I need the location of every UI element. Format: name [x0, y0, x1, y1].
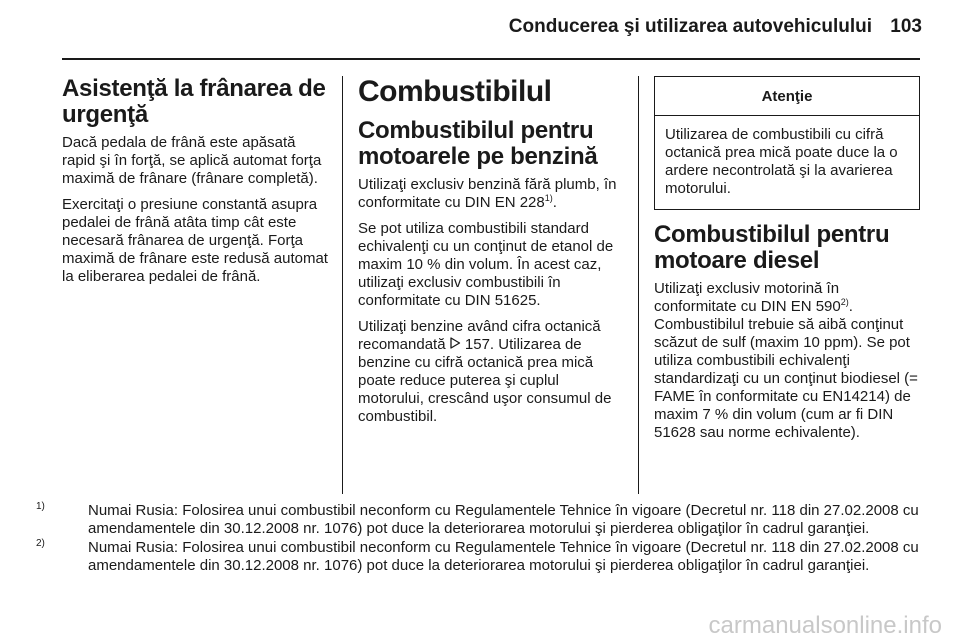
paragraph: Utilizaţi exclusiv benzină fără plumb, în conformitate cu DIN EN 228$^{1)}$. [358, 176, 617, 211]
paragraph: Exercitaţi o presiune constantă asupra pedalei de frână atâta timp cât este necesară frânarea de urgenţă. Forţa maximă de frânare este redusă automat la eliberarea pedalei de frână. [62, 196, 328, 285]
page-reference-arrow-icon[interactable] [450, 336, 461, 354]
warning-box [654, 76, 920, 210]
column-fuel [358, 76, 624, 426]
paragraph: Utilizaţi benzine având cifra octanică recomandată 157. Utilizarea de benzine cu cifră octanică prea mică poate reduce puterea şi cuplul motorului, crescând uşor consumul de combustibil. [358, 318, 612, 425]
section-heading: Combustibilul pentru motoarele pe benzină [358, 117, 598, 170]
running-header [0, 14, 960, 44]
footnote [36, 502, 920, 538]
column-divider [342, 76, 343, 494]
footnote-ref[interactable]: 1) [544, 193, 553, 203]
column-diesel [654, 76, 922, 442]
watermark: carmanualsonline.info [708, 612, 942, 639]
section-heading: Combustibilul pentru motoare diesel [654, 221, 890, 274]
footnote-text: Numai Rusia: Folosirea unui combustibil neconform cu Regulamentele Tehnice în vigoare (Decretul nr. 118 din 27.02.2008 cu amendamentele din 30.12.2008 nr. 1076) pot duce la deteriorarea motorului şi pierderea obligaţilor în cadrul garanţiei. [88, 539, 919, 574]
warning-text: Utilizarea de combustibili cu cifră octanică prea mică poate duce la o ardere necontrolată şi la avarierea motorului. [665, 126, 898, 197]
page-number: 103 [890, 16, 922, 37]
chapter-heading: Combustibilul [358, 75, 552, 108]
column-divider [638, 76, 639, 494]
paragraph: Dacă pedala de frână este apăsată rapid şi în forţă, se aplică automat forţa maximă de frânare (frânare completă). [62, 134, 322, 187]
warning-title: Atenţie [655, 77, 919, 116]
footnote [36, 539, 920, 575]
paragraph: Se pot utiliza combustibili standard echivalenţi cu un conţinut de etanol de maxim 10 % din volum. În acest caz, utilizaţi exclusiv combustibili în conformitate cu DIN 51625. [358, 220, 614, 309]
section-heading: Asistenţă la frânarea de urgenţă [62, 75, 326, 128]
chapter-title: Conducerea şi utilizarea autovehiculului [508, 16, 872, 37]
footnote-text: Numai Rusia: Folosirea unui combustibil neconform cu Regulamentele Tehnice în vigoare (Decretul nr. 118 din 27.02.2008 cu amendamentele din 30.12.2008 nr. 1076) pot duce la deteriorarea motorului şi pierderea obligaţilor în cadrul garanţiei. [88, 502, 919, 537]
paragraph: Utilizaţi exclusiv motorină în conformitate cu DIN EN 590$^{2)}$. Combustibilul trebuie să aibă conţinut scăzut de sulf (maxim 10 ppm). Se pot utiliza combustibili echivalenţi standardizaţi cu un conţinut biodiesel (= FAME în conformitate cu EN14214) de maxim 7 % din volum (cum ar fi DIN 51628 sau norme echivalente). [654, 280, 918, 441]
footnote-ref[interactable]: 2) [840, 297, 849, 307]
footnote-mark: 2) [36, 538, 45, 549]
header-rule [62, 58, 920, 60]
column-emergency-brake-assist [62, 76, 328, 286]
footnote-mark: 1) [36, 501, 45, 512]
footnotes [36, 502, 920, 576]
